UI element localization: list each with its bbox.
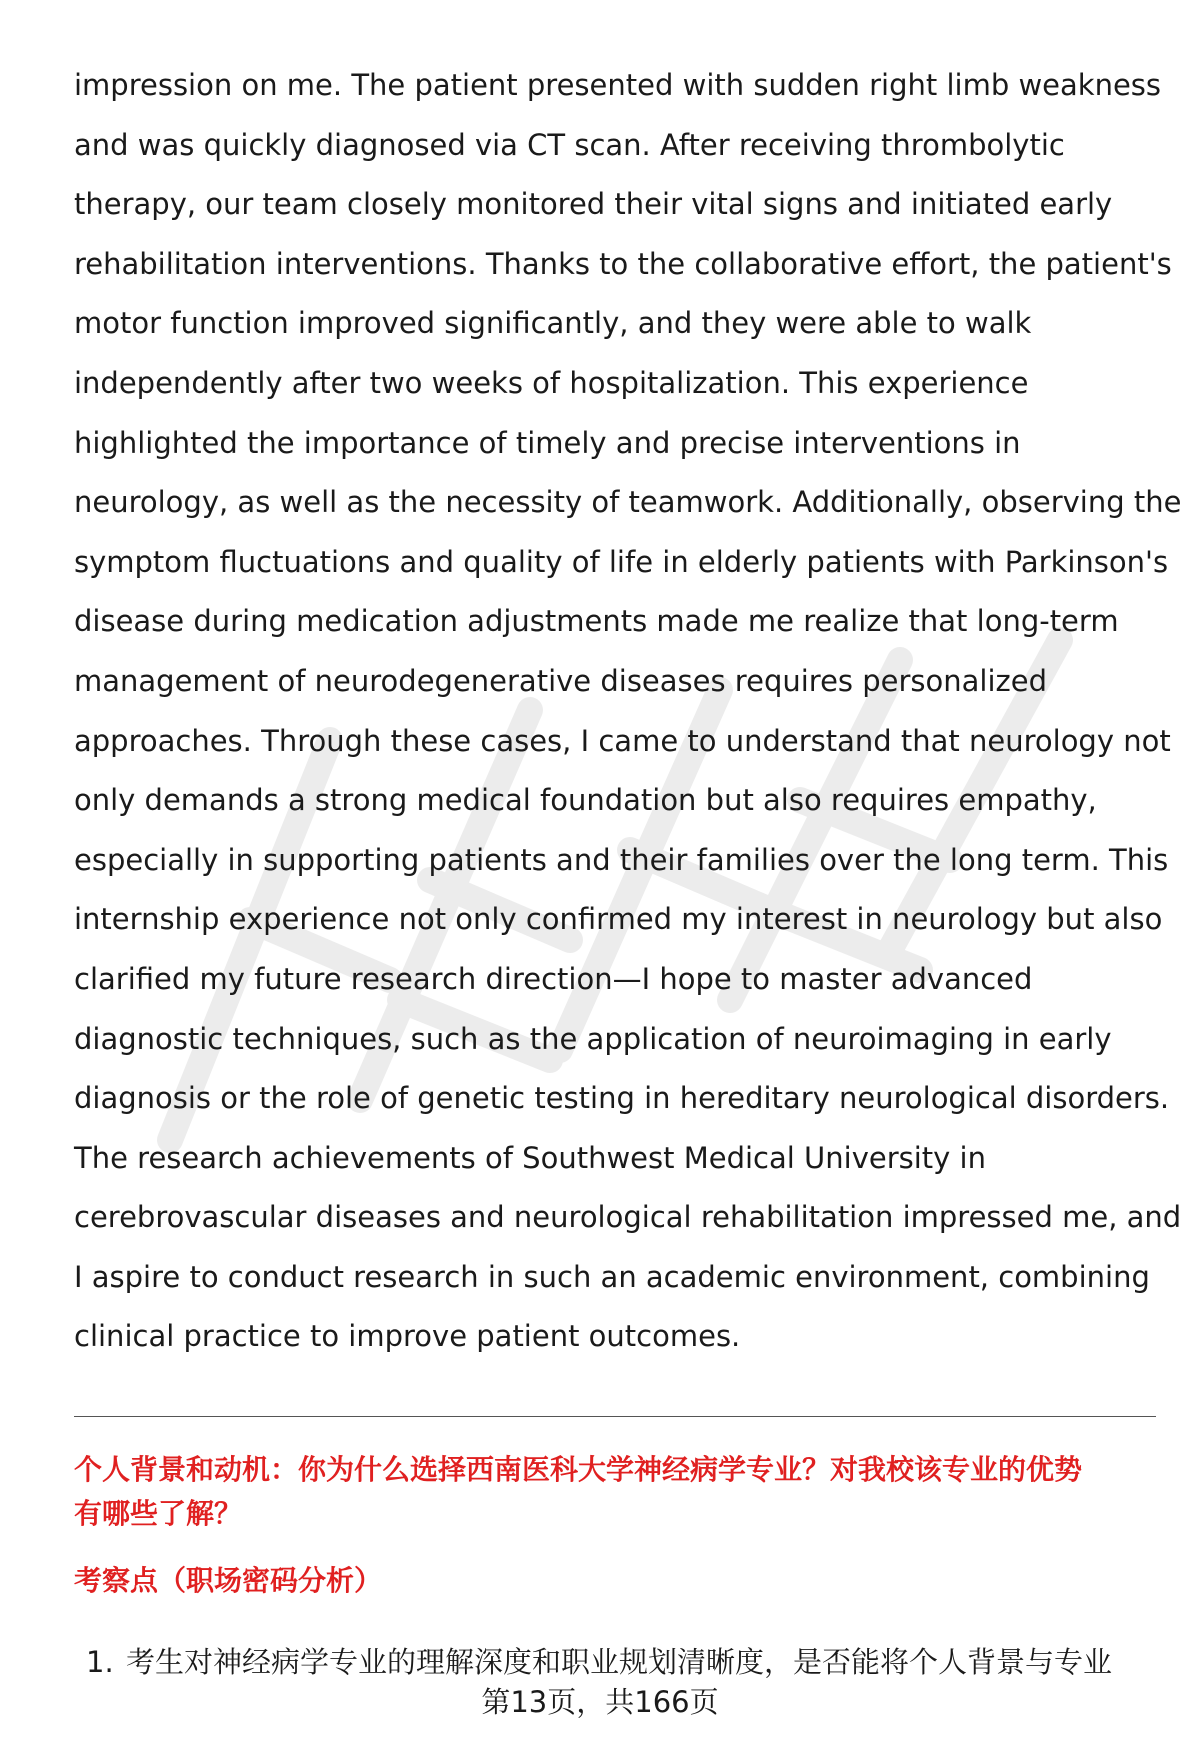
body-line: clarified my future research direction—I hope to master advanced <box>74 961 1033 996</box>
body-line: neurology, as well as the necessity of teamwork. Additionally, observing the <box>74 485 1182 520</box>
list-item-text: 考生对神经病学专业的理解深度和职业规划清晰度，是否能将个人背景与专业 <box>126 1645 1113 1679</box>
list-item <box>86 1640 1166 1684</box>
section-heading: 考察点（职场密码分析） <box>74 1564 383 1597</box>
body-line: disease during medication adjustments made me realize that long-term <box>74 604 1119 639</box>
body-line: motor function improved significantly, and they were able to walk <box>74 306 1032 341</box>
body-line: cerebrovascular diseases and neurological rehabilitation impressed me, and <box>74 1200 1182 1235</box>
list-item-number: 1. <box>86 1645 114 1679</box>
body-line: symptom fluctuations and quality of life in elderly patients with Parkinson's <box>74 544 1169 579</box>
body-line: management of neurodegenerative diseases requires personalized <box>74 663 1048 698</box>
body-line: independently after two weeks of hospitalization. This experience <box>74 365 1029 400</box>
body-line: internship experience not only confirmed my interest in neurology but also <box>74 902 1163 937</box>
body-line: The research achievements of Southwest Medical University in <box>74 1140 986 1175</box>
body-line: diagnostic techniques, such as the application of neuroimaging in early <box>74 1021 1112 1056</box>
body-line: only demands a strong medical foundation but also requires empathy, <box>74 783 1097 818</box>
body-paragraph <box>74 56 1182 1367</box>
body-line: and was quickly diagnosed via CT scan. After receiving thrombolytic <box>74 127 1065 162</box>
body-line: clinical practice to improve patient outcomes. <box>74 1319 741 1354</box>
body-line: especially in supporting patients and their families over the long term. This <box>74 842 1169 877</box>
body-line: approaches. Through these cases, I came to understand that neurology not <box>74 723 1171 758</box>
body-line: diagnosis or the role of genetic testing in hereditary neurological disorders. <box>74 1081 1170 1116</box>
question-heading <box>74 1448 1164 1536</box>
question-line: 有哪些了解？ <box>74 1497 243 1530</box>
page-indicator: 第13页，共166页 <box>481 1685 719 1719</box>
body-line: highlighted the importance of timely and precise interventions in <box>74 425 1021 460</box>
body-line: therapy, our team closely monitored their vital signs and initiated early <box>74 187 1113 222</box>
body-line: rehabilitation interventions. Thanks to the collaborative effort, the patient's <box>74 246 1172 281</box>
body-line: impression on me. The patient presented with sudden right limb weakness <box>74 68 1162 102</box>
question-line: 个人背景和动机：你为什么选择西南医科大学神经病学专业？对我校该专业的优势 <box>74 1453 1083 1486</box>
section-divider <box>74 1416 1156 1417</box>
body-line: I aspire to conduct research in such an academic environment, combining <box>74 1259 1150 1294</box>
